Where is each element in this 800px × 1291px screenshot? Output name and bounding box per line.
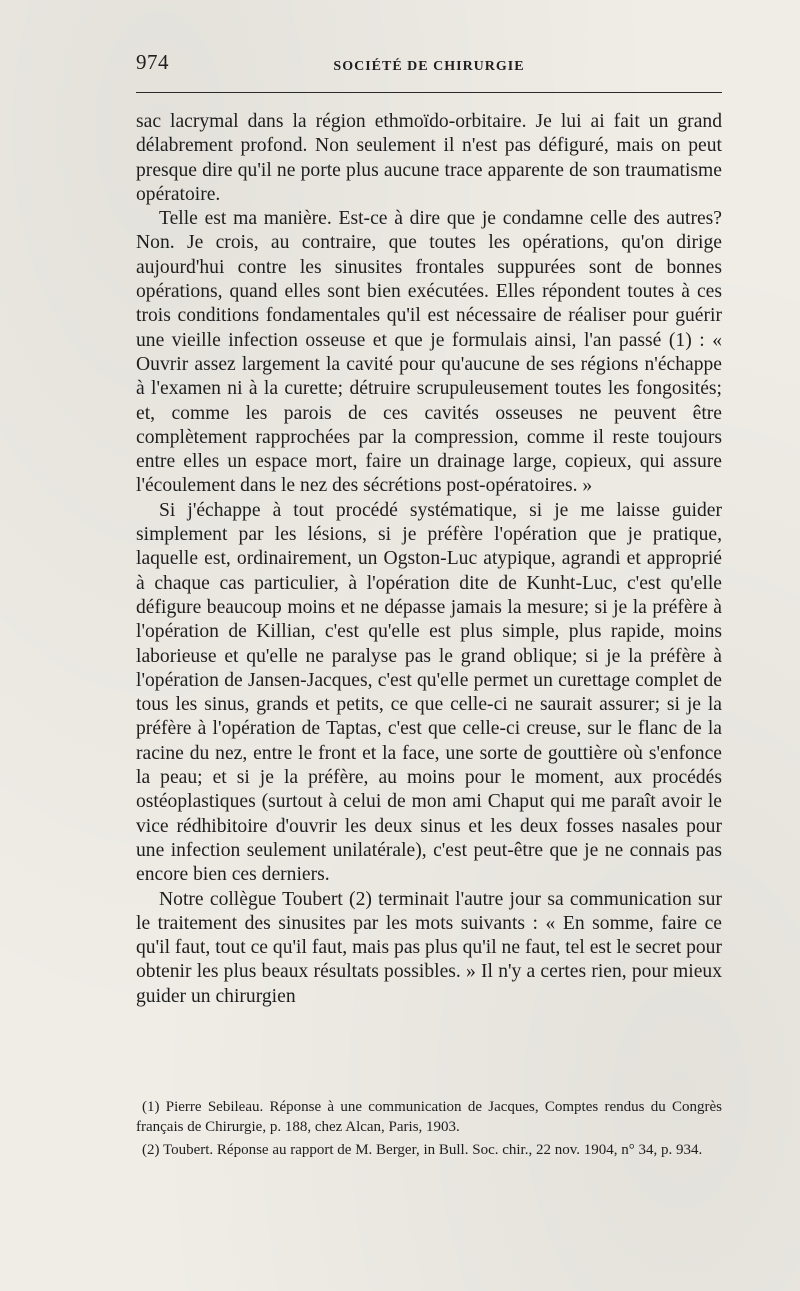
- page-header: [136, 50, 722, 84]
- paragraph: Si j'échappe à tout procédé systématique, si je me laisse guider simplement par les lésions, si je préfère l'opération que je pratique, laquelle est, ordinairement, un Ogston-Luc atypique, agrandi et approprié à chaque cas particulier, à l'opération dite de Kunht-Luc, c'est qu'elle défigure beaucoup moins et ne dépasse jamais la mesure; si je la préfère à l'opération de Killian, c'est qu'elle est plus simple, plus rapide, moins laborieuse et qu'elle ne paralyse pas le grand oblique; si je la préfère à l'opération de Jansen-Jacques, c'est qu'elle permet un curettage complet de tous les sinus, grands et petits, ce que celle-ci ne saurait assurer; si je la préfère à l'opération de Taptas, c'est que celle-ci creuse, sur le flanc de la racine du nez, entre le front et la face, une sorte de gouttière où s'enfonce la peau; et si je la préfère, au moins pour le moment, aux procédés ostéoplastiques (surtout à celui de mon ami Chaput qui me paraît avoir le vice rédhibitoire d'ouvrir les deux sinus et les deux fosses nasales pour une infection seulement unilatérale), c'est peut-être que je ne connais pas encore bien ces derniers.: [136, 499, 722, 886]
- running-head: SOCIÉTÉ DE CHIRURGIE: [333, 59, 525, 74]
- paragraph: Telle est ma manière. Est-ce à dire que je condamne celle des autres? Non. Je crois, au contraire, que toutes les opérations, qu'on dirige aujourd'hui contre les sinusites frontales suppurées sont de bonnes opérations, quand elles sont bien exécutées. Elles répondent toutes à ces trois conditions fondamentales qu'il est nécessaire de réaliser pour guérir une vieille infection osseuse et que je formulais ainsi, l'an passé (1) : « Ouvrir assez largement la cavité pour qu'aucune de ses régions n'échappe à l'examen ni à la curette; détruire scrupuleusement toutes les fongosités; et, comme les parois de ces cavités osseuses ne peuvent être complètement rapprochées par la compression, comme il reste toujours entre elles un espace mort, faire un drainage large, copieux, qui assure l'écoulement dans le nez des sécrétions post-opératoires. »: [136, 208, 722, 497]
- footnote-1: (1) Pierre Sebileau. Réponse à une communication de Jacques, Comptes rendus du Congrès français de Chirurgie, p. 188, chez Alcan, Paris, 1903.: [136, 1099, 722, 1135]
- page-number: 974: [136, 50, 169, 74]
- header-rule: [136, 92, 722, 93]
- footnote-2: (2) Toubert. Réponse au rapport de M. Berger, in Bull. Soc. chir., 22 nov. 1904, n° 34, p. 934.: [142, 1142, 703, 1158]
- paragraph-continued: sac lacrymal dans la région ethmoïdo-orbitaire. Je lui ai fait un grand délabrement profond. Non seulement il n'est pas défiguré, mais on peut presque dire qu'il ne porte plus aucune trace apparente de son traumatisme opératoire.: [136, 111, 722, 205]
- footnotes: [136, 1097, 722, 1160]
- paragraph: Notre collègue Toubert (2) terminait l'autre jour sa communication sur le traitement des sinusites par les mots suivants : « En somme, faire ce qu'il faut, tout ce qu'il faut, mais pas plus qu'il ne faut, tel est le secret pour obtenir les plus beaux résultats possibles. » Il n'y a certes rien, pour mieux guider un chirurgien: [136, 888, 722, 1007]
- main-text: [136, 110, 722, 1009]
